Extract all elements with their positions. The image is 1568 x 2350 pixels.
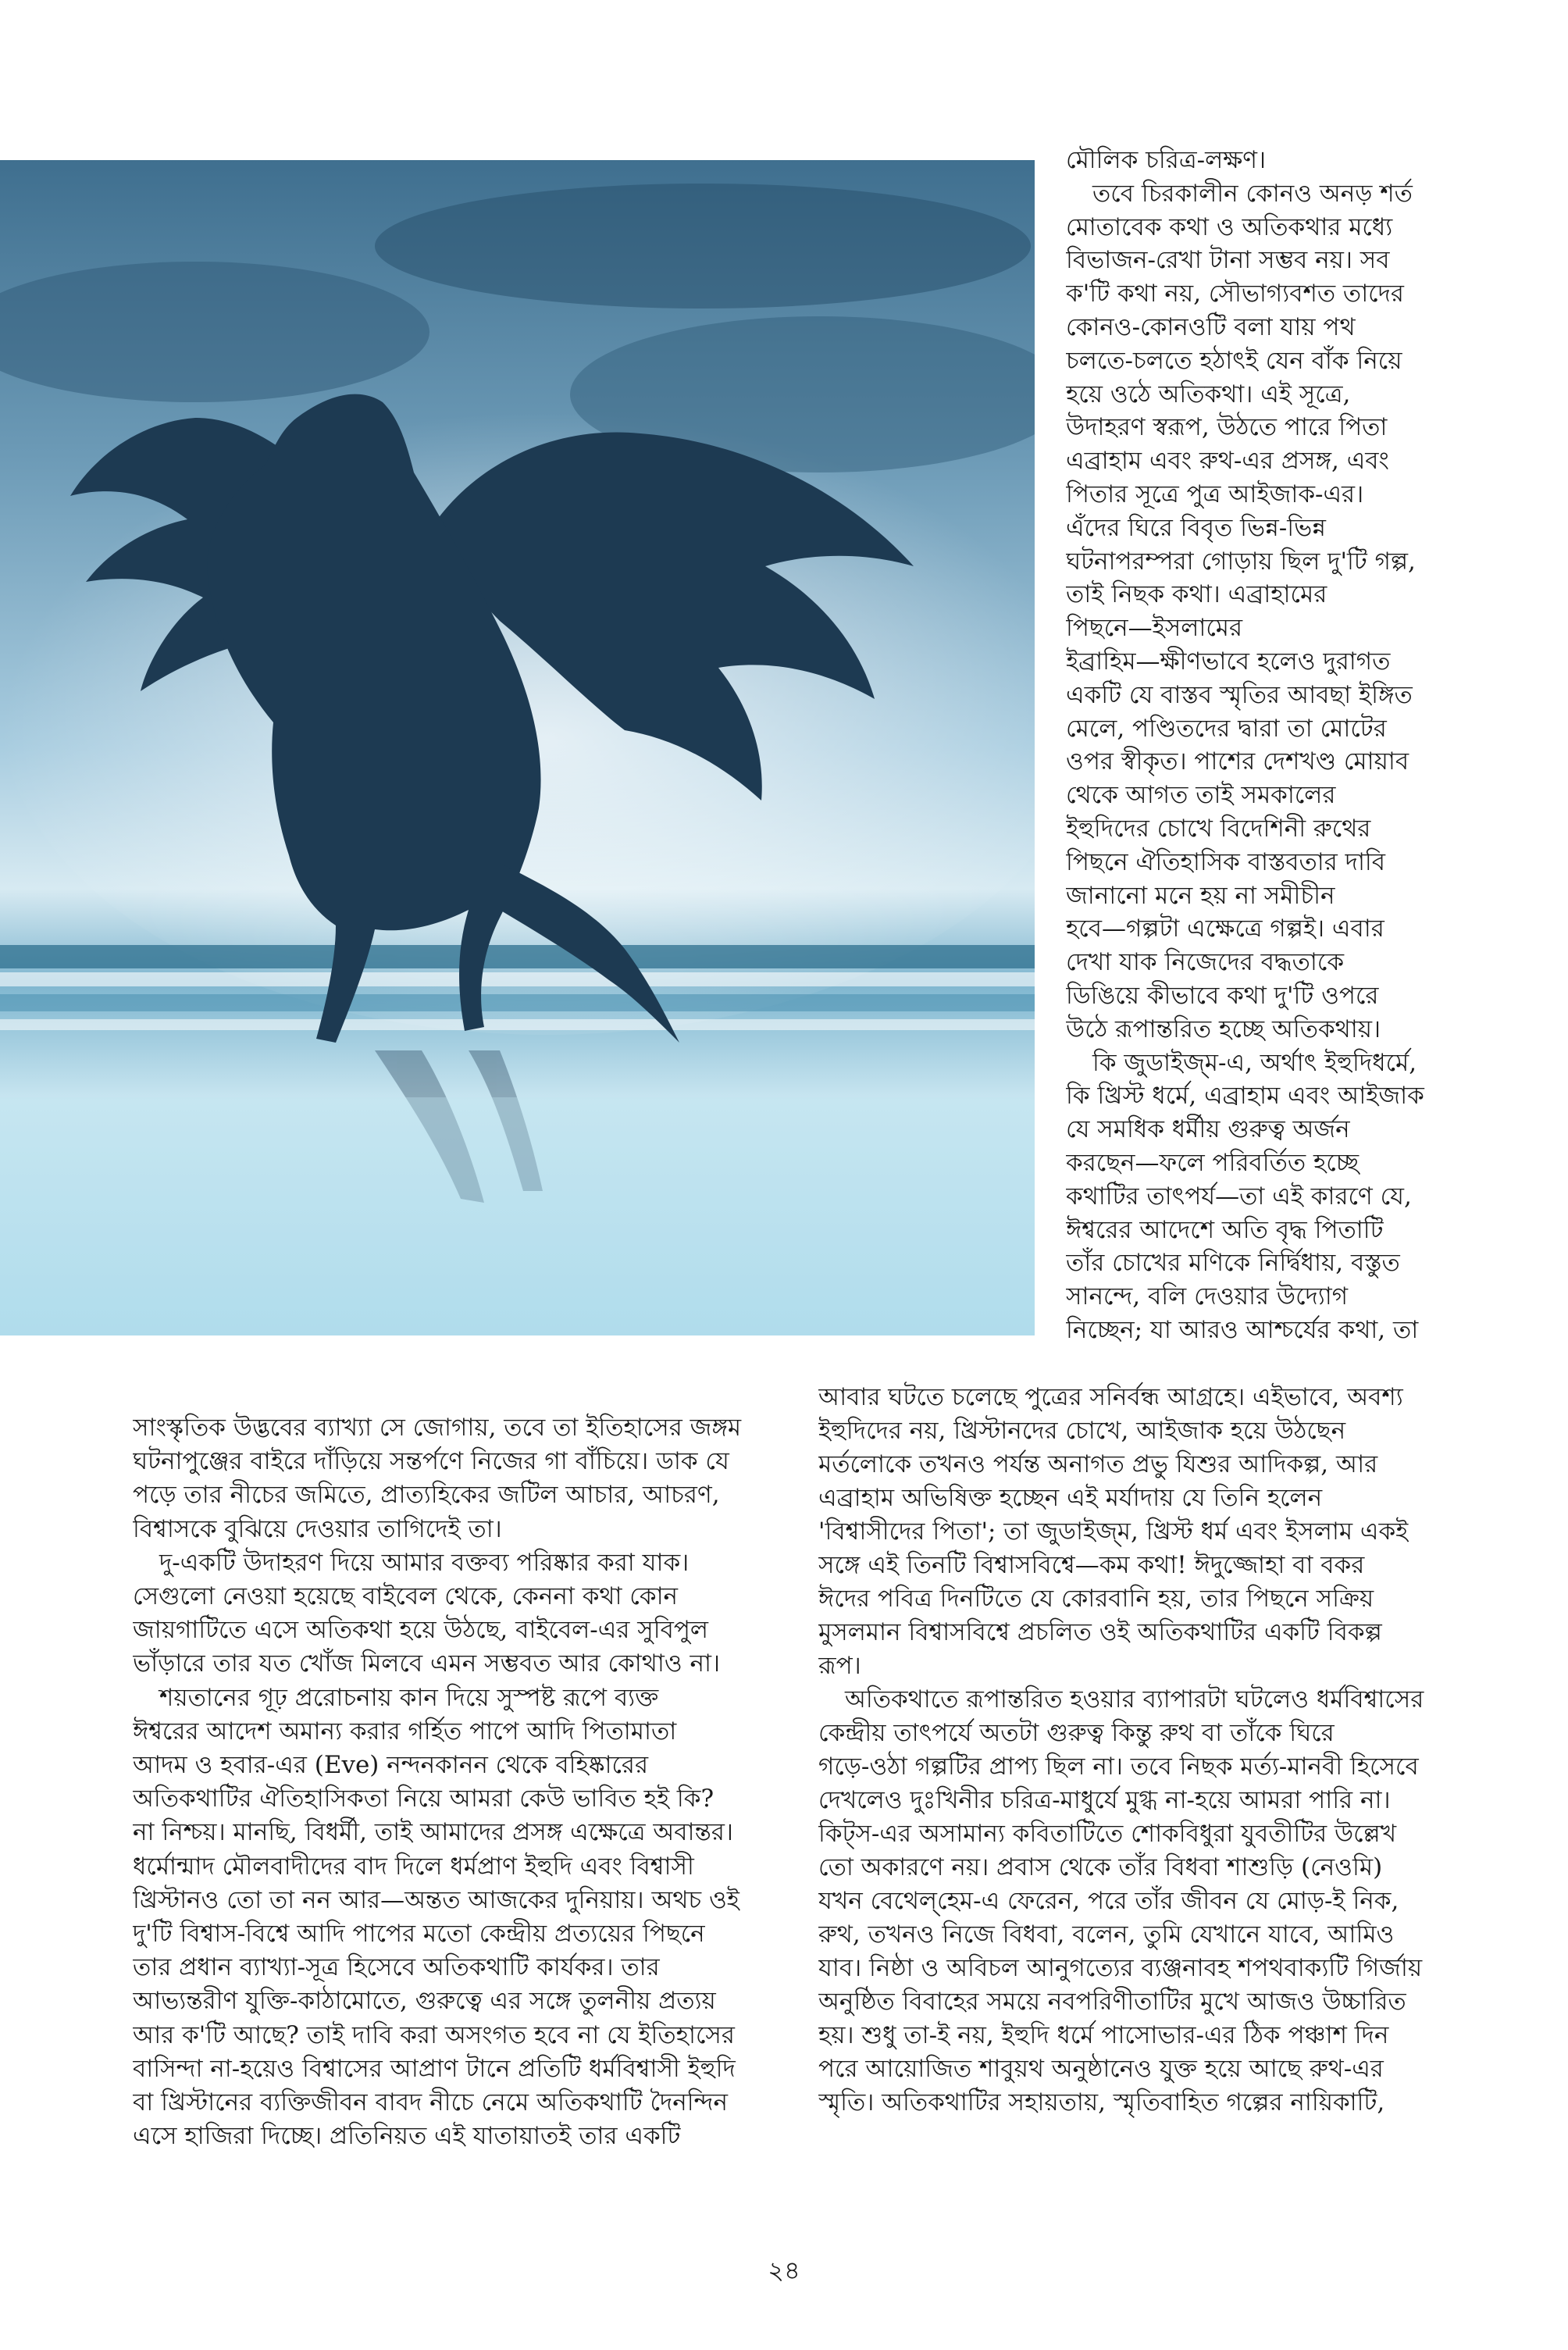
paragraph-line: ওপর স্বীকৃত। পাশের দেশখণ্ড মোয়াব bbox=[1066, 747, 1409, 776]
paragraph-line: ডিঙিয়ে কীভাবে কথা দু'টি ওপরে bbox=[1066, 981, 1379, 1010]
paragraph-line: কথাটির তাৎপর্য—তা এই কারণে যে, bbox=[1066, 1182, 1412, 1211]
paragraph-line: তো অকারণে নয়। প্রবাস থেকে তাঁর বিধবা শাশুড়ি (নেওমি) bbox=[818, 1853, 1383, 1881]
paragraph-line: ঈশ্বরের আদেশে অতি বৃদ্ধ পিতাটি bbox=[1066, 1215, 1384, 1244]
paragraph-line: শয়তানের গূঢ় প্ররোচনায় কান দিয়ে সুস্পষ্ট রূপে ব্যক্ত bbox=[159, 1683, 659, 1712]
paragraph-line: পিতার সূত্রে পুত্র আইজাক-এর। bbox=[1066, 480, 1364, 508]
bottom-left-text-column bbox=[133, 1411, 796, 2153]
paragraph-line: ঘটনাপুঞ্জের বাইরে দাঁড়িয়ে সন্তর্পণে নিজের গা বাঁচিয়ে। ডাক যে bbox=[133, 1447, 729, 1476]
paragraph-line: আবার ঘটতে চলেছে পুত্রের সনির্বন্ধ আগ্রহে। এইভাবে, অবশ্য bbox=[818, 1383, 1403, 1411]
bottom-right-text-column bbox=[818, 1381, 1474, 2120]
paragraph-line: আদম ও হবার-এর (Eve) নন্দনকানন থেকে বহিষ্কারের bbox=[133, 1751, 649, 1780]
paragraph-line: এব্রাহাম অভিষিক্ত হচ্ছেন এই মর্যাদায় যে তিনি হলেন bbox=[818, 1484, 1323, 1512]
paragraph-line: দেখলেও দুঃখিনীর চরিত্র-মাধুর্যে মুগ্ধ না-হয়ে আমরা পারি না। bbox=[818, 1786, 1391, 1814]
right-text-column bbox=[1066, 144, 1534, 1347]
paragraph-line: বাসিন্দা না-হয়েও বিশ্বাসের আপ্রাণ টানে প্রতিটি ধর্মবিশ্বাসী ইহুদি bbox=[133, 2054, 736, 2083]
paragraph-line: সেগুলো নেওয়া হয়েছে বাইবেল থেকে, কেননা কথা কোন bbox=[133, 1582, 679, 1611]
paragraph-line: আভ্যন্তরীণ যুক্তি-কাঠামোতে, গুরুত্বে এর সঙ্গে তুলনীয় প্রত্যয় bbox=[133, 1987, 716, 2016]
paragraph-line: ইব্রাহিম—ক্ষীণভাবে হলেও দুরাগত bbox=[1066, 647, 1391, 676]
paragraph-line: সঙ্গে এই তিনটি বিশ্বাসবিশ্বে—কম কথা! ঈদুজ্জোহা বা বকর bbox=[818, 1551, 1365, 1579]
paragraph-line: রূপ। bbox=[818, 1652, 861, 1680]
paragraph-line: তবে চিরকালীন কোনও অনড় শর্ত bbox=[1092, 179, 1413, 208]
paragraph-line: পড়ে তার নীচের জমিতে, প্রাত্যহিকের জটিল আচার, আচরণ, bbox=[133, 1481, 720, 1510]
paragraph-line: ভাঁড়ারে তার যত খোঁজ মিলবে এমন সম্ভবত আর কোথাও না। bbox=[133, 1649, 721, 1678]
paragraph-line: উঠে রূপান্তরিত হচ্ছে অতিকথায়। bbox=[1066, 1015, 1381, 1043]
paragraph-line: মোতাবেক কথা ও অতিকথার মধ্যে bbox=[1066, 212, 1393, 241]
paragraph-line: ঘটনাপরম্পরা গোড়ায় ছিল দু'টি গল্প, bbox=[1066, 547, 1416, 576]
paragraph-line: চলতে-চলতে হঠাৎই যেন বাঁক নিয়ে bbox=[1066, 346, 1402, 375]
paragraph-line: কি জুডাইজ্‌ম-এ, অর্থাৎ ইহুদিধর্মে, bbox=[1092, 1048, 1417, 1077]
paragraph-line: দেখা যাক নিজেদের বদ্ধতাকে bbox=[1066, 948, 1345, 977]
paragraph-line: পিছনে ঐতিহাসিক বাস্তবতার দাবি bbox=[1066, 847, 1386, 876]
paragraph-line: নিচ্ছেন; যা আরও আশ্চর্যের কথা, তা bbox=[1066, 1315, 1419, 1344]
paragraph-line: না নিশ্চয়। মানছি, বিধর্মী, তাই আমাদের প্রসঙ্গ এক্ষেত্রে অবান্তর। bbox=[133, 1818, 733, 1847]
paragraph-line: পিছনে—ইসলামের bbox=[1066, 614, 1243, 643]
paragraph-line: যাব। নিষ্ঠা ও অবিচল আনুগত্যের ব্যঞ্জনাবহ শপথবাক্যটি গির্জায় bbox=[818, 1954, 1423, 1982]
paragraph-line: উদাহরণ স্বরূপ, উঠতে পারে পিতা bbox=[1066, 413, 1388, 442]
paragraph-line: মেলে, পণ্ডিতদের দ্বারা তা মোটের bbox=[1066, 714, 1387, 743]
paragraph-line: এসে হাজিরা দিচ্ছে। প্রতিনিয়ত এই যাতায়াতই তার একটি bbox=[133, 2122, 681, 2151]
paragraph-line: যখন বেথেল্‌হেম-এ ফেরেন, পরে তাঁর জীবন যে মোড়-ই নিক, bbox=[818, 1887, 1399, 1915]
paragraph-line: পরে আয়োজিত শাবুয়থ অনুষ্ঠানেও যুক্ত হয়ে আছে রুথ-এর bbox=[818, 2055, 1384, 2083]
paragraph-line: বিভাজন-রেখা টানা সম্ভব নয়। সব bbox=[1066, 246, 1390, 275]
paragraph-line: ক'টি কথা নয়, সৌভাগ্যবশত তাদের bbox=[1066, 280, 1404, 308]
paragraph-line: একটি যে বাস্তব স্মৃতির আবছা ইঙ্গিত bbox=[1066, 680, 1413, 709]
paragraph-line: থেকে আগত তাই সমকালের bbox=[1066, 781, 1336, 810]
paragraph-line: যে সমধিক ধর্মীয় গুরুত্ব অর্জন bbox=[1066, 1115, 1350, 1144]
paragraph-line: হয়ে ওঠে অতিকথা। এই সূত্রে, bbox=[1066, 380, 1351, 408]
paragraph-line: জায়গাটিতে এসে অতিকথা হয়ে উঠছে, বাইবেল-এর সুবিপুল bbox=[133, 1616, 708, 1645]
paragraph-line: ইহুদিদের নয়, খ্রিস্টানদের চোখে, আইজাক হয়ে উঠছেন bbox=[818, 1417, 1346, 1445]
paragraph-line: এব্রাহাম এবং রুথ-এর প্রসঙ্গ, এবং bbox=[1066, 447, 1389, 476]
paragraph-line: কিট্‌স-এর অসামান্য কবিতাটিতে শোকবিধুরা যুবতীটির উল্লেখ bbox=[818, 1820, 1397, 1848]
paragraph-line: জানানো মনে হয় না সমীচীন bbox=[1066, 881, 1335, 910]
paragraph-line: বিশ্বাসকে বুঝিয়ে দেওয়ার তাগিদেই তা। bbox=[133, 1514, 502, 1543]
paragraph-line: মৌলিক চরিত্র-লক্ষণ। bbox=[1066, 146, 1267, 174]
paragraph-line: করছেন—ফলে পরিবর্তিত হচ্ছে bbox=[1066, 1148, 1360, 1177]
paragraph-line: হয়। শুধু তা-ই নয়, ইহুদি ধর্মে পাসোভার-এর ঠিক পঞ্চাশ দিন bbox=[818, 2021, 1389, 2049]
page-number: ২৪ bbox=[768, 2256, 800, 2285]
paragraph-line: মর্তলোকে তখনও পর্যন্ত অনাগত প্রভু যিশুর আদিকল্প, আর bbox=[818, 1450, 1378, 1478]
paragraph-line: খ্রিস্টানও তো তা নন আর—অন্তত আজকের দুনিয়ায়। অথচ ওই bbox=[133, 1885, 739, 1914]
paragraph-line: তাই নিছক কথা। এব্রাহামের bbox=[1066, 580, 1327, 609]
paragraph-line: গড়ে-ওঠা গল্পটির প্রাপ্য ছিল না। তবে নিছক মর্ত্য-মানবী হিসেবে bbox=[818, 1753, 1419, 1781]
pegasus-illustration bbox=[0, 160, 1035, 1335]
paragraph-line: অনুষ্ঠিত বিবাহের সময়ে নবপরিণীতাটির মুখে আজও উচ্চারিত bbox=[818, 1988, 1406, 2016]
paragraph-line: ইহুদিদের চোখে বিদেশিনী রুথের bbox=[1066, 814, 1371, 843]
paragraph-line: ঈশ্বরের আদেশ অমান্য করার গর্হিত পাপে আদি পিতামাতা bbox=[133, 1717, 677, 1746]
paragraph-line: ধর্মোন্মাদ মৌলবাদীদের বাদ দিলে ধর্মপ্রাণ ইহুদি এবং বিশ্বাসী bbox=[133, 1852, 694, 1881]
paragraph-line: কি খ্রিস্ট ধর্মে, এব্রাহাম এবং আইজাক bbox=[1066, 1082, 1424, 1111]
paragraph-line: তাঁর চোখের মণিকে নির্দ্বিধায়, বস্তুত bbox=[1066, 1249, 1400, 1278]
paragraph-line: দু'টি বিশ্বাস-বিশ্বে আদি পাপের মতো কেন্দ্রীয় প্রত্যয়ের পিছনে bbox=[133, 1920, 705, 1949]
paragraph-line: হবে—গল্পটা এক্ষেত্রে গল্পই। এবার bbox=[1066, 915, 1384, 943]
paragraph-line: অতিকথাতে রূপান্তরিত হওয়ার ব্যাপারটা ঘটলেও ধর্মবিশ্বাসের bbox=[845, 1685, 1424, 1713]
paragraph-line: তার প্রধান ব্যাখ্যা-সূত্র হিসেবে অতিকথাটি কার্যকর। তার bbox=[133, 1953, 660, 1982]
paragraph-line: এঁদের ঘিরে বিবৃত ভিন্ন-ভিন্ন bbox=[1066, 513, 1326, 542]
paragraph-line: কোনও-কোনওটি বলা যায় পথ bbox=[1066, 312, 1356, 341]
paragraph-line: সাংস্কৃতিক উদ্ভবের ব্যাখ্যা সে জোগায়, তবে তা ইতিহাসের জঙ্গম bbox=[133, 1414, 742, 1442]
paragraph-line: বা খ্রিস্টানের ব্যক্তিজীবন বাবদ নীচে নেমে অতিকথাটি দৈনন্দিন bbox=[133, 2088, 729, 2117]
paragraph-line: ঈদের পবিত্র দিনটিতে যে কোরবানি হয়, তার পিছনে সক্রিয় bbox=[818, 1585, 1374, 1613]
paragraph-line: কেন্দ্রীয় তাৎপর্যে অতটা গুরুত্ব কিন্তু রুথ বা তাঁকে ঘিরে bbox=[818, 1719, 1335, 1747]
paragraph-line: অতিকথাটির ঐতিহাসিকতা নিয়ে আমরা কেউ ভাবিত হই কি? bbox=[133, 1785, 715, 1813]
paragraph-line: সানন্দে, বলি দেওয়ার উদ্যোগ bbox=[1066, 1282, 1349, 1311]
paragraph-line: মুসলমান বিশ্বাসবিশ্বে প্রচলিত ওই অতিকথাটির একটি বিকল্প bbox=[818, 1618, 1382, 1646]
paragraph-line: 'বিশ্বাসীদের পিতা'; তা জুডাইজ্‌ম, খ্রিস্ট ধর্ম এবং ইসলাম একই bbox=[818, 1517, 1409, 1546]
paragraph-line: দু-একটি উদাহরণ দিয়ে আমার বক্তব্য পরিষ্কার করা যাক। bbox=[159, 1548, 690, 1577]
paragraph-line: রুথ, তখনও নিজে বিধবা, বলেন, তুমি যেখানে যাবে, আমিও bbox=[818, 1920, 1395, 1949]
paragraph-line: স্মৃতি। অতিকথাটির সহায়তায়, স্মৃতিবাহিত গল্পের নায়িকাটি, bbox=[818, 2088, 1385, 2116]
paragraph-line: আর ক'টি আছে? তাই দাবি করা অসংগত হবে না যে ইতিহাসের bbox=[133, 2020, 735, 2049]
pegasus-image bbox=[0, 160, 1035, 1335]
